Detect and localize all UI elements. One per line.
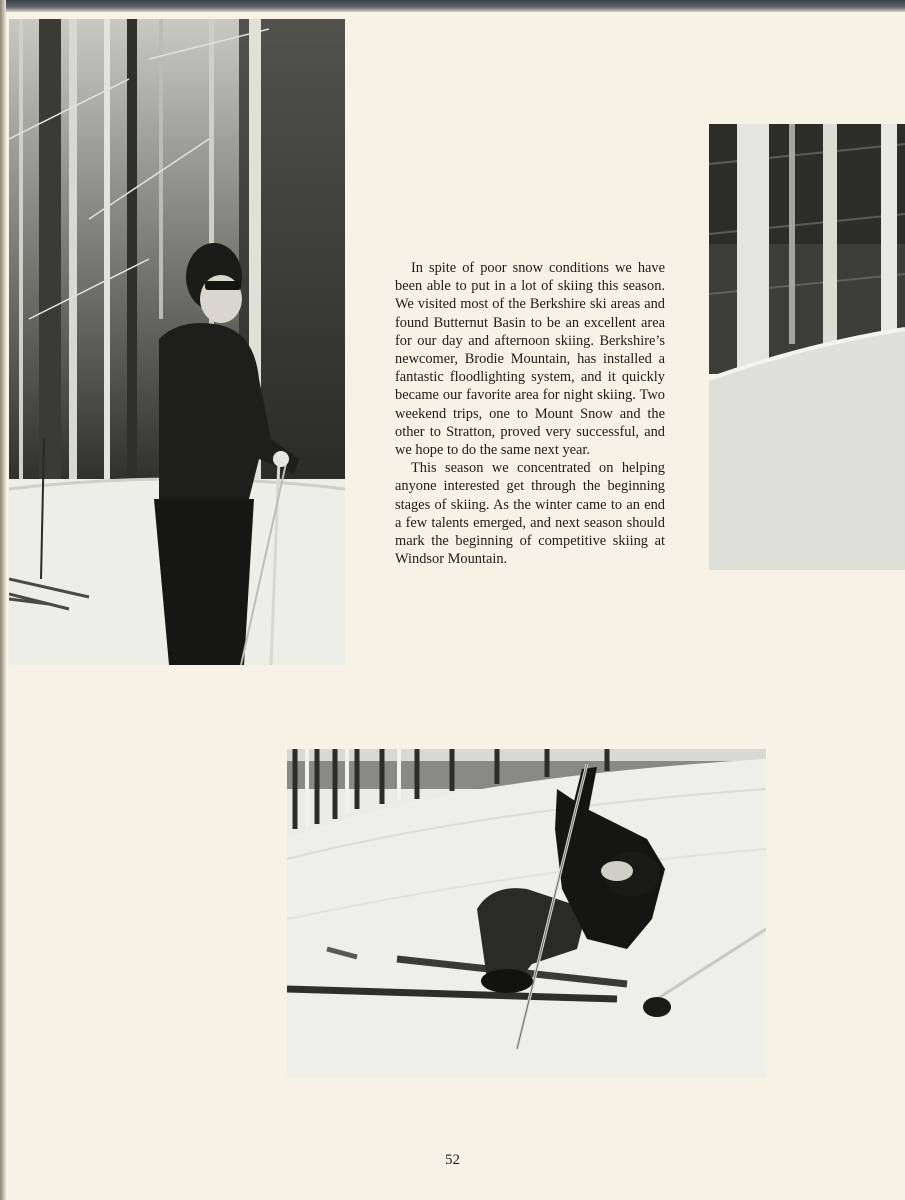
page-top-edge: [0, 0, 905, 12]
page-number: 52: [445, 1152, 460, 1168]
photo-skier-falling: [287, 749, 766, 1078]
photo-snowy-forest: [709, 124, 905, 570]
page-binding-shadow: [0, 0, 6, 1200]
article-paragraph: This season we concentrated on helping anyone interested get through the beginning stages of skiing. As the winter came to an end a few talents emerged, and next season should mark the beginning of competitive skiing at Windsor Mountain.: [395, 460, 665, 568]
photo-skier-standing: [9, 19, 345, 665]
article-text: [395, 259, 665, 568]
article-paragraph: In spite of poor snow conditions we have been able to put in a lot of skiing this season. We visited most of the Berkshire ski areas and found Butternut Basin to be an excellent area for our day and afternoon skiing. Berkshire’s newcomer, Brodie Mountain, has installed a fantastic floodlighting system, and it quickly became our favorite area for night skiing. Two weekend trips, one to Mount Snow and the other to Stratton, proved very successful, and we hope to do the same next year.: [395, 260, 665, 459]
